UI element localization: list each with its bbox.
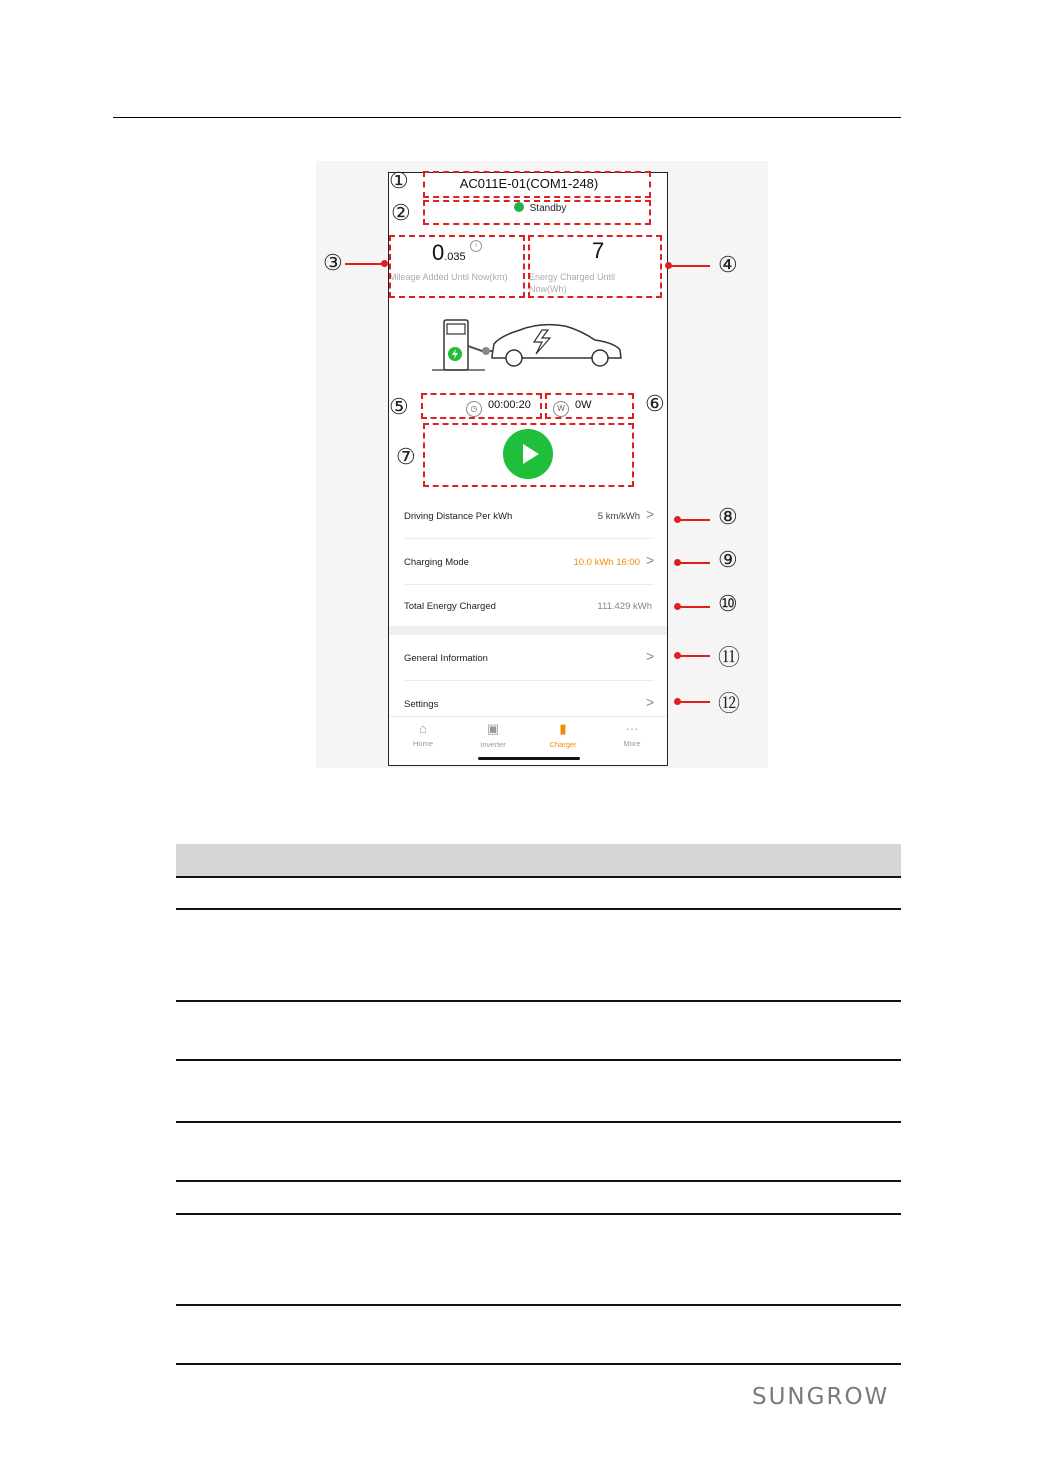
home-indicator bbox=[478, 757, 580, 760]
table-rule bbox=[176, 876, 901, 878]
mileage-dec: .035 bbox=[444, 251, 466, 263]
charger-icon: ▮ bbox=[559, 721, 567, 736]
device-title: AC011E-01(COM1-248) bbox=[459, 176, 599, 191]
leader-line bbox=[668, 265, 710, 267]
table-header bbox=[176, 844, 901, 876]
inverter-icon: ▣ bbox=[486, 721, 500, 736]
divider bbox=[404, 680, 654, 681]
tab-label: Charger bbox=[549, 740, 577, 749]
annotation-box-6 bbox=[545, 393, 634, 419]
section-gap bbox=[389, 626, 667, 635]
row-general-info-label[interactable]: General Information bbox=[404, 653, 488, 664]
header-rule bbox=[113, 117, 901, 118]
chevron-right-icon[interactable]: > bbox=[646, 648, 655, 664]
row-charging-mode-value: 10.0 kWh 16:00 bbox=[573, 557, 640, 568]
callout-6: ⑥ bbox=[645, 392, 665, 417]
row-total-energy-label: Total Energy Charged bbox=[404, 601, 496, 612]
row-driving-distance-value: 5 km/kWh bbox=[597, 511, 640, 522]
callout-2: ② bbox=[391, 201, 411, 226]
car-wheel-front bbox=[506, 350, 522, 366]
home-icon: ⌂ bbox=[419, 721, 427, 736]
more-icon: ··· bbox=[625, 721, 639, 736]
tab-home[interactable] bbox=[393, 721, 453, 748]
table-rule bbox=[176, 1304, 901, 1306]
leader-dot bbox=[381, 260, 388, 267]
leader-line bbox=[678, 655, 710, 657]
row-driving-distance-label: Driving Distance Per kWh bbox=[404, 511, 513, 522]
leader-line bbox=[678, 606, 710, 608]
power-icon: W bbox=[553, 401, 569, 417]
table-rule bbox=[176, 1121, 901, 1123]
callout-5: ⑤ bbox=[389, 395, 409, 420]
row-settings-label[interactable]: Settings bbox=[404, 699, 439, 710]
leader-dot bbox=[665, 262, 672, 269]
callout-11: ⑪ bbox=[718, 646, 741, 671]
table-rule bbox=[176, 1363, 901, 1365]
brand-logo: SUNGROW bbox=[752, 1384, 890, 1410]
tabbar-divider bbox=[389, 716, 667, 717]
leader-line bbox=[345, 263, 385, 265]
tab-more[interactable] bbox=[602, 721, 662, 748]
divider bbox=[404, 538, 654, 539]
row-total-energy-value: 111.429 kWh bbox=[597, 601, 652, 612]
leader-line bbox=[678, 701, 710, 703]
callout-12: ⑫ bbox=[718, 692, 741, 717]
annotation-box-3 bbox=[389, 235, 525, 298]
annotation-box-5 bbox=[421, 393, 542, 419]
tab-charger[interactable] bbox=[533, 721, 593, 749]
table-rule bbox=[176, 908, 901, 910]
callout-1: ① bbox=[389, 169, 409, 194]
energy-value: 7 bbox=[592, 238, 605, 263]
clock-icon: ◷ bbox=[466, 401, 482, 417]
charger-screen bbox=[447, 324, 465, 334]
callout-7: ⑦ bbox=[396, 445, 416, 470]
mileage-label: Mileage Added Until Now(km) bbox=[389, 272, 508, 282]
chevron-right-icon[interactable]: > bbox=[646, 552, 655, 568]
row-charging-mode-label: Charging Mode bbox=[404, 557, 469, 568]
callout-4: ④ bbox=[718, 253, 738, 278]
status-text: Standby bbox=[529, 203, 567, 214]
table-rule bbox=[176, 1180, 901, 1182]
callout-8: ⑧ bbox=[718, 505, 738, 530]
annotation-box-4 bbox=[528, 235, 662, 298]
tab-label: More bbox=[623, 739, 641, 748]
callout-10: ⑩ bbox=[718, 592, 738, 617]
annotation-box-1 bbox=[423, 171, 651, 198]
divider bbox=[404, 584, 654, 585]
tab-label: Inverter bbox=[480, 740, 506, 749]
info-icon[interactable]: i bbox=[470, 240, 482, 252]
callout-3: ③ bbox=[323, 251, 343, 276]
annotation-box-2 bbox=[423, 200, 651, 225]
energy-label-line2: Now(Wh) bbox=[529, 284, 567, 294]
charging-car-illustration bbox=[430, 316, 630, 374]
timer-value: 00:00:20 bbox=[488, 399, 531, 411]
leader-line bbox=[678, 562, 710, 564]
car-wheel-rear bbox=[592, 350, 608, 366]
mileage-int: 0 bbox=[432, 240, 445, 265]
callout-9: ⑨ bbox=[718, 548, 738, 573]
tab-inverter[interactable] bbox=[463, 721, 523, 749]
charger-post bbox=[444, 320, 468, 370]
power-value: 0W bbox=[575, 399, 592, 411]
table-rule bbox=[176, 1213, 901, 1215]
table-rule bbox=[176, 1059, 901, 1061]
chevron-right-icon[interactable]: > bbox=[646, 694, 655, 710]
table-rule bbox=[176, 1000, 901, 1002]
energy-label-line1: Energy Charged Until bbox=[529, 272, 616, 282]
car-bolt-icon bbox=[534, 330, 550, 354]
annotation-box-7 bbox=[423, 423, 634, 487]
leader-line bbox=[678, 519, 710, 521]
tab-label: Home bbox=[412, 739, 433, 748]
chevron-right-icon[interactable]: > bbox=[646, 506, 655, 522]
